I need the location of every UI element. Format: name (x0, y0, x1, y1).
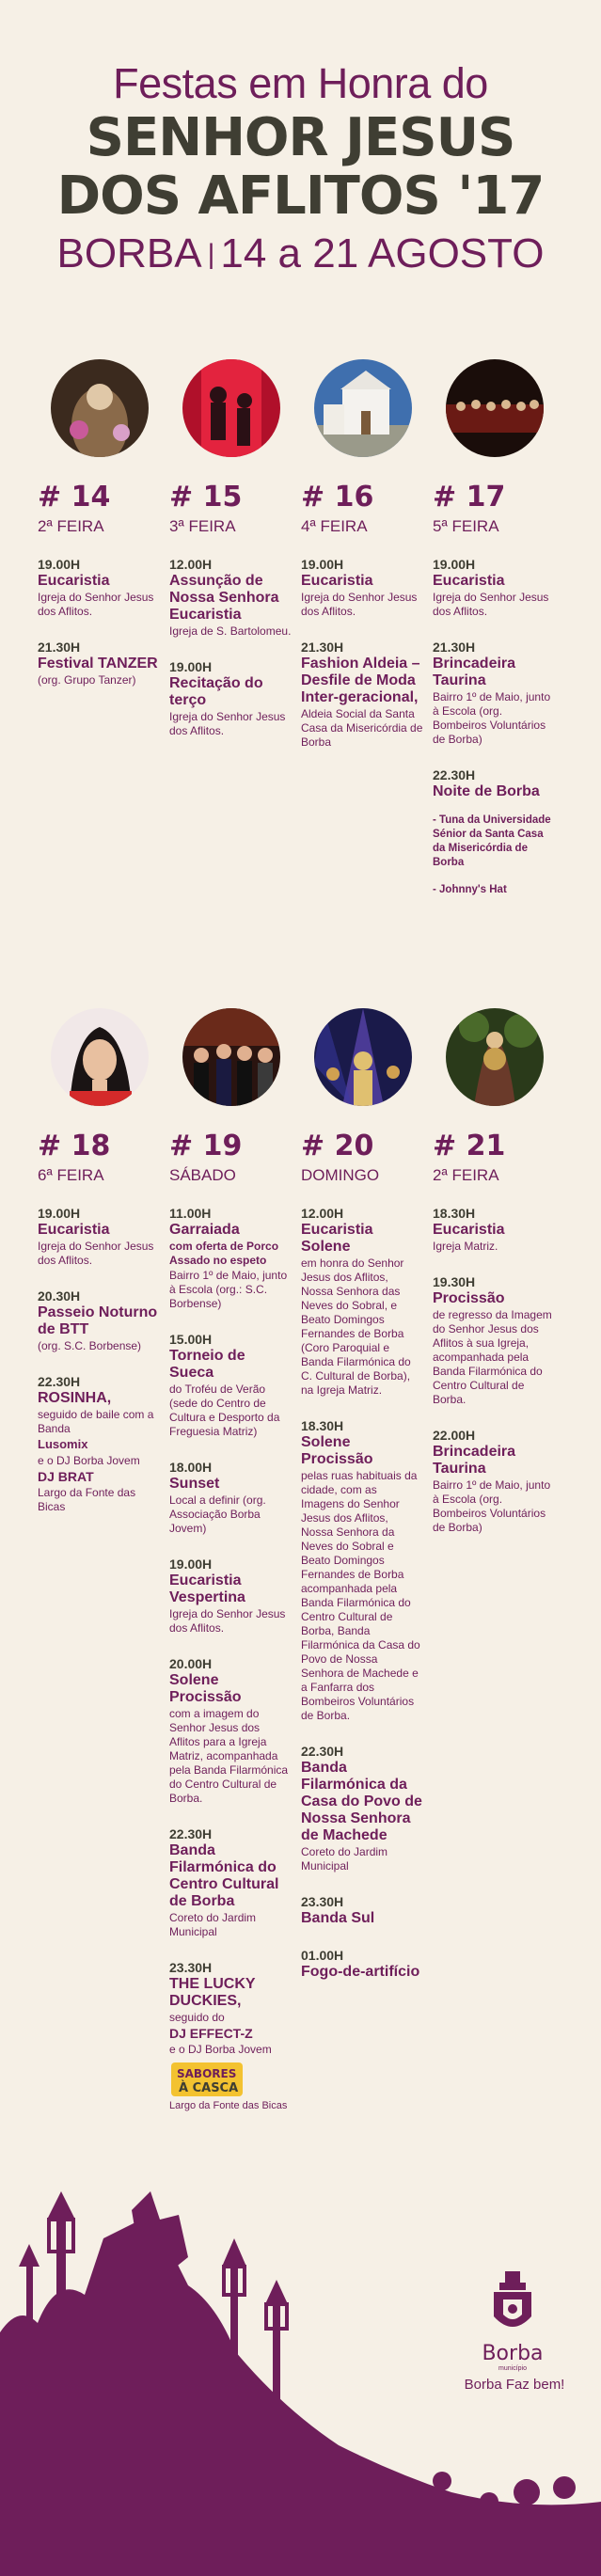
event-desc: e o DJ Borba Jovem (38, 1454, 140, 1467)
day-number: # 17 (433, 481, 506, 514)
event (433, 1206, 555, 1254)
day-number: # 20 (301, 1130, 374, 1162)
photo-day-19 (182, 1008, 280, 1106)
event-time: 22.30H (38, 1374, 81, 1389)
day-column-18 (38, 1008, 160, 1514)
svg-text:À CASCA: À CASCA (179, 2081, 239, 2095)
event-title: Brincadeira Taurina (433, 656, 516, 688)
town-name: BORBA (56, 230, 202, 277)
event-time: 22.30H (301, 1744, 344, 1759)
event (169, 1656, 292, 1806)
event-title: DJ BRAT (38, 1469, 94, 1484)
event-time: 18.30H (433, 1206, 476, 1221)
day-name: 2ª FEIRA (433, 1166, 499, 1184)
event-time: 11.00H (169, 1206, 212, 1221)
title-dates (0, 228, 601, 281)
day-number: # 18 (38, 1130, 111, 1162)
borba-crest-icon (484, 2271, 541, 2337)
title-line-1: Festas em Honra do (113, 59, 488, 107)
event (433, 814, 555, 870)
event-title: Eucaristia (38, 573, 110, 589)
event (301, 1206, 423, 1398)
day-number: # 16 (301, 481, 374, 514)
event-desc: Largo da Fonte das Bicas (38, 1486, 136, 1513)
event-time: 19.30H (433, 1274, 476, 1289)
event-title: Garraiada (169, 1222, 240, 1238)
event-title: Noite de Borba (433, 783, 540, 799)
event-desc: Coreto do Jardim Municipal (169, 1911, 257, 1938)
day-column-20 (301, 1008, 423, 1981)
day-number: # 19 (169, 1130, 243, 1162)
day-name: 5ª FEIRA (433, 517, 499, 535)
event (169, 659, 292, 738)
title-line-2: SENHOR JESUS (86, 107, 515, 168)
event-time: 19.00H (38, 557, 81, 572)
municipality-logo (466, 2271, 560, 2372)
event-time: 22.30H (169, 1826, 213, 1841)
event (433, 883, 555, 897)
event-desc: Aldeia Social da Santa Casa da Misericórdia de Borba (301, 707, 423, 749)
event-time: 19.00H (169, 1557, 213, 1572)
photo-day-15 (182, 359, 280, 457)
photo-day-18 (51, 1008, 149, 1106)
event-desc: Igreja do Senhor Jesus dos Aflitos. (38, 1240, 154, 1267)
event (38, 1206, 160, 1268)
event-desc: - Johnny's Hat (433, 884, 507, 895)
event-time: 12.00H (301, 1206, 344, 1221)
event-title: Sunset (169, 1476, 220, 1492)
event-desc: pelas ruas habituais da cidade, com as Imagens do Senhor Jesus dos Aflitos, Nossa Senhora da Neves do Sobral e Beato Domingos Fernandes de Borba acompanhada pela Banda Filarmónica do Centro Cultural de Borba, Banda Filarmónica da Casa do Povo de Nossa Senhora de Machede e a Fanfarra dos Bombeiros Voluntários de Borba. (301, 1469, 420, 1722)
event-desc: Igreja do Senhor Jesus dos Aflitos. (301, 591, 418, 618)
event-time: 20.00H (169, 1656, 213, 1671)
event (169, 557, 292, 639)
event-desc: Igreja do Senhor Jesus dos Aflitos. (169, 710, 286, 737)
event-title: Recitação do terço (169, 675, 263, 708)
event (169, 1960, 292, 2113)
day-name: 4ª FEIRA (301, 517, 368, 535)
event (301, 557, 423, 619)
event (433, 640, 555, 747)
event-time: 12.00H (169, 557, 213, 572)
event (169, 1206, 292, 1311)
event-desc: em honra do Senhor Jesus dos Aflitos, Nossa Senhora das Neves do Sobral, e Beato Domingos Fernandes de Borba (Coro Paroquial e Banda Filarmónica do C. Cultural de Borba), na Igreja Matriz. (301, 1256, 411, 1397)
day-number: # 15 (169, 481, 243, 514)
day-column-21 (433, 1008, 555, 1535)
event-desc: Bairro 1º de Maio, junto à Escola (org. Bombeiros Voluntários de Borba) (433, 690, 551, 746)
event-title: Banda Filarmónica da Casa do Povo de Nossa Senhora de Machede (301, 1760, 422, 1843)
day-number: # 14 (38, 481, 111, 514)
event (169, 1332, 292, 1439)
event-time: 21.30H (301, 640, 344, 655)
event-title: Fogo-de-artifício (301, 1964, 420, 1980)
date-range: 14 a 21 AGOSTO (220, 230, 545, 277)
event-time: 15.00H (169, 1332, 213, 1347)
event (38, 640, 160, 687)
event (433, 557, 555, 619)
event-title: ROSINHA, (38, 1390, 112, 1406)
event-title: Eucaristia (433, 1222, 505, 1238)
event-time: 18.30H (301, 1418, 344, 1433)
event-desc: do Troféu de Verão (sede do Centro de Cultura e Desporto da Freguesia Matriz) (169, 1383, 280, 1438)
event-time: 01.00H (301, 1948, 344, 1963)
event (301, 1894, 423, 1927)
event (301, 1948, 423, 1981)
event-title: Fashion Aldeia – Desfile de Moda Inter-geracional, (301, 656, 420, 705)
day-name: 2ª FEIRA (38, 517, 104, 535)
event (169, 1557, 292, 1636)
day-name: 6ª FEIRA (38, 1166, 104, 1184)
event-desc: Igreja do Senhor Jesus dos Aflitos. (169, 1607, 286, 1635)
event-desc: seguido de baile com a Banda (38, 1408, 154, 1435)
photo-day-21 (446, 1008, 544, 1106)
svg-text:SABORES: SABORES (177, 2067, 237, 2080)
event-title: Banda Sul (301, 1910, 375, 1926)
event-desc: Bairro 1º de Maio, junto à Escola (org. Bombeiros Voluntários de Borba) (433, 1478, 551, 1534)
event-time: 19.00H (301, 557, 344, 572)
day-number: # 21 (433, 1130, 506, 1162)
event-time: 21.30H (38, 640, 81, 655)
event (433, 767, 555, 800)
event-desc: com a imagem do Senhor Jesus dos Aflitos para a Igreja Matriz, acompanhada pela Banda Filarmónica do Centro Cultural de Borba. (169, 1707, 289, 1805)
event-title: Eucaristia (301, 573, 373, 589)
event (169, 1460, 292, 1536)
event-desc: - Tuna da Universidade Sénior da Santa Casa da Misericórdia de Borba (433, 814, 551, 868)
event-title: Festival TANZER (38, 656, 158, 672)
photo-day-20 (314, 1008, 412, 1106)
event-desc: Igreja do Senhor Jesus dos Aflitos. (433, 591, 549, 618)
event-time: 20.30H (38, 1288, 81, 1304)
event (169, 1826, 292, 1939)
day-column-19 (169, 1008, 292, 2113)
event-time: 19.00H (169, 659, 213, 674)
event-title: Eucaristia (38, 1222, 110, 1238)
event (301, 1744, 423, 1873)
event-desc: seguido do (169, 2011, 225, 2024)
day-column-17 (433, 359, 555, 897)
event-time: 18.00H (169, 1460, 213, 1475)
event-desc: Igreja do Senhor Jesus dos Aflitos. (38, 591, 154, 618)
day-name: 3ª FEIRA (169, 517, 236, 535)
event (433, 1274, 555, 1407)
event-title: Passeio Noturno de BTT (38, 1304, 158, 1337)
event-title: Solene Procissão (301, 1434, 373, 1467)
event-desc: com oferta de Porco Assado no espeto (169, 1240, 279, 1267)
event-desc: (org. Grupo Tanzer) (38, 673, 136, 687)
event-time: 23.30H (169, 1960, 213, 1975)
event (433, 1428, 555, 1535)
event-desc: e o DJ Borba Jovem (169, 2043, 272, 2056)
slogan: Borba Faz bem! (464, 2377, 565, 2393)
photo-day-14 (51, 359, 149, 457)
event-desc: de regresso da Imagem do Senhor Jesus dos Aflitos à sua Igreja, acompanhada pela Banda Filarmónica do Centro Cultural de Borba. (433, 1308, 552, 1406)
event-desc: (org. S.C. Borbense) (38, 1339, 142, 1352)
logo-name: Borba (482, 2342, 544, 2365)
event-time: 19.00H (38, 1206, 81, 1221)
event-title: Procissão (433, 1290, 505, 1306)
day-name: DOMINGO (301, 1166, 380, 1184)
event-time: 22.00H (433, 1428, 476, 1443)
event-title: Banda Filarmónica do Centro Cultural de Borba (169, 1842, 279, 1909)
logo-subtitle: município (498, 2365, 527, 2372)
event (38, 1374, 160, 1514)
event-desc: Igreja de S. Bartolomeu. (169, 624, 292, 638)
event (38, 557, 160, 619)
separator: | (207, 239, 215, 270)
event-desc: Igreja Matriz. (433, 1240, 498, 1253)
event-title: Torneio de Sueca (169, 1348, 245, 1381)
event-desc: Bairro 1º de Maio, junto à Escola (org.: S.C. Borbense) (169, 1269, 288, 1310)
event-title: Eucaristia Solene (301, 1222, 373, 1255)
day-column-14 (38, 359, 160, 687)
day-column-16 (301, 359, 423, 750)
event-title: Eucaristia (433, 573, 505, 589)
event (301, 640, 423, 750)
event (301, 1418, 423, 1723)
event-time: 23.30H (301, 1894, 344, 1909)
event-desc: Local a definir (org. Associação Borba Jovem) (169, 1493, 266, 1535)
photo-day-16 (314, 359, 412, 457)
event-title: Assunção de Nossa Senhora Eucaristia (169, 573, 279, 623)
poster-header (0, 58, 601, 281)
event-title: Brincadeira Taurina (433, 1444, 516, 1477)
photo-day-17 (446, 359, 544, 457)
event-title: Solene Procissão (169, 1672, 242, 1705)
day-name: SÁBADO (169, 1166, 236, 1184)
event-desc: Coreto do Jardim Municipal (301, 1845, 388, 1873)
sabores-a-casca-logo (169, 2061, 245, 2098)
event-title: Eucaristia Vespertina (169, 1572, 245, 1605)
event-title: DJ EFFECT-Z (169, 2026, 253, 2041)
event-title: Lusomix (38, 1437, 88, 1451)
event-desc: Largo da Fonte das Bicas (169, 2100, 288, 2111)
event-title: THE LUCKY DUCKIES, (169, 1976, 256, 2009)
event-time: 22.30H (433, 767, 476, 782)
event-time: 19.00H (433, 557, 476, 572)
event-time: 21.30H (433, 640, 476, 655)
day-column-15 (169, 359, 292, 738)
event (38, 1288, 160, 1353)
title-line-3: DOS AFLITOS '17 (56, 166, 545, 227)
